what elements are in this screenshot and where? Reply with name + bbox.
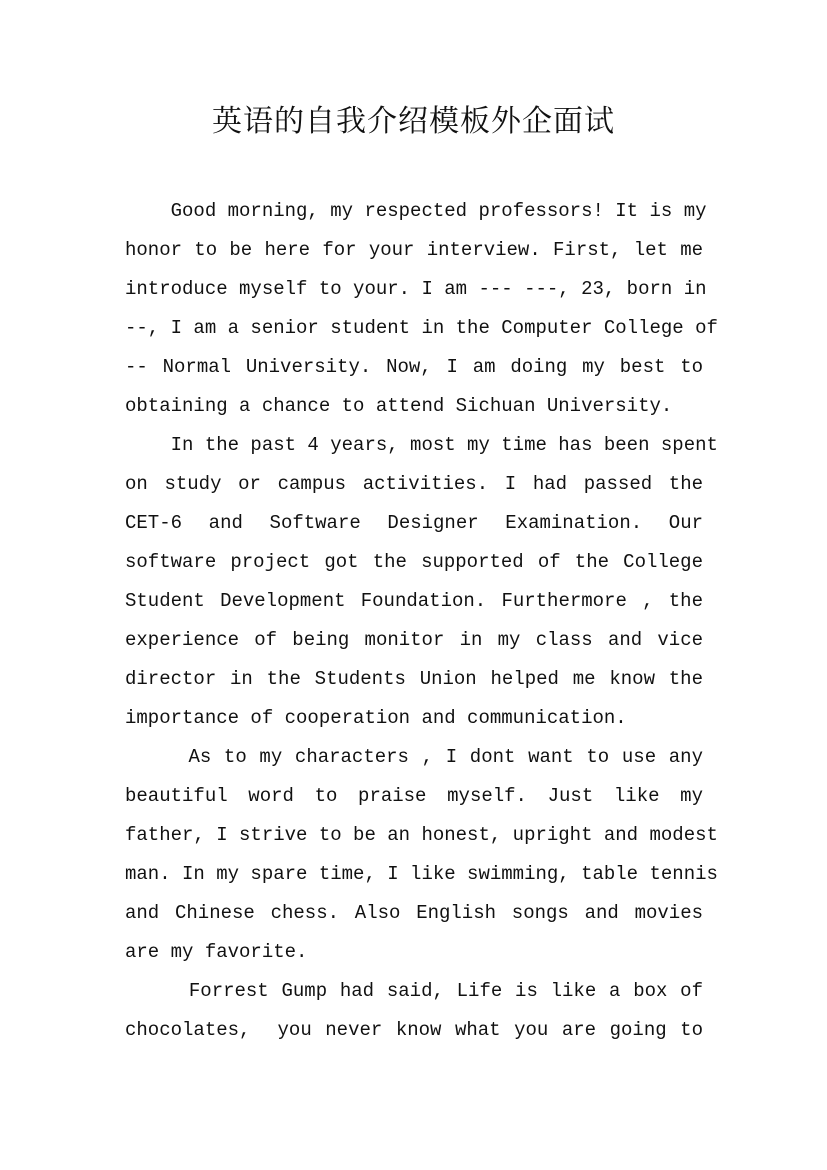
- paragraph-characters: [125, 738, 718, 972]
- paragraph-experience: [125, 426, 718, 738]
- text-line: chocolates, you never know what you are going to: [125, 1019, 703, 1041]
- text-line: Forrest Gump had said, Life is like a box of: [125, 980, 703, 1002]
- text-line: and Chinese chess. Also English songs and movies: [125, 902, 703, 924]
- text-line: beautiful word to praise myself. Just like my: [125, 785, 703, 807]
- text-line: honor to be here for your interview. First, let me: [125, 239, 703, 261]
- paragraph-forrest-gump: [125, 972, 703, 1050]
- text-line: As to my characters , I dont want to use any: [125, 746, 703, 768]
- text-line: Student Development Foundation. Furthermore , the: [125, 590, 703, 612]
- text-line: introduce myself to your. I am --- ---, 23, born in: [125, 278, 707, 300]
- document-title: 英语的自我介绍模板外企面试: [212, 104, 615, 139]
- text-line: software project got the supported of the College: [125, 551, 703, 573]
- text-line: director in the Students Union helped me know the: [125, 668, 703, 690]
- text-line: man. In my spare time, I like swimming, table tennis: [125, 863, 718, 885]
- document-body: [125, 192, 718, 1050]
- text-line: Good morning, my respected professors! It is my: [125, 200, 707, 222]
- text-line: In the past 4 years, most my time has been spent: [125, 434, 718, 456]
- text-line: are my favorite.: [125, 941, 308, 963]
- text-line: father, I strive to be an honest, upright and modest: [125, 824, 718, 846]
- text-line: importance of cooperation and communication.: [125, 707, 627, 729]
- text-line: --, I am a senior student in the Computer College of: [125, 317, 718, 339]
- text-line: on study or campus activities. I had passed the: [125, 473, 703, 495]
- text-line: experience of being monitor in my class and vice: [125, 629, 703, 651]
- text-line: CET-6 and Software Designer Examination. Our: [125, 512, 703, 534]
- paragraph-introduction: [125, 192, 718, 426]
- text-line: -- Normal University. Now, I am doing my best to: [125, 356, 703, 378]
- text-line: obtaining a chance to attend Sichuan University.: [125, 395, 673, 417]
